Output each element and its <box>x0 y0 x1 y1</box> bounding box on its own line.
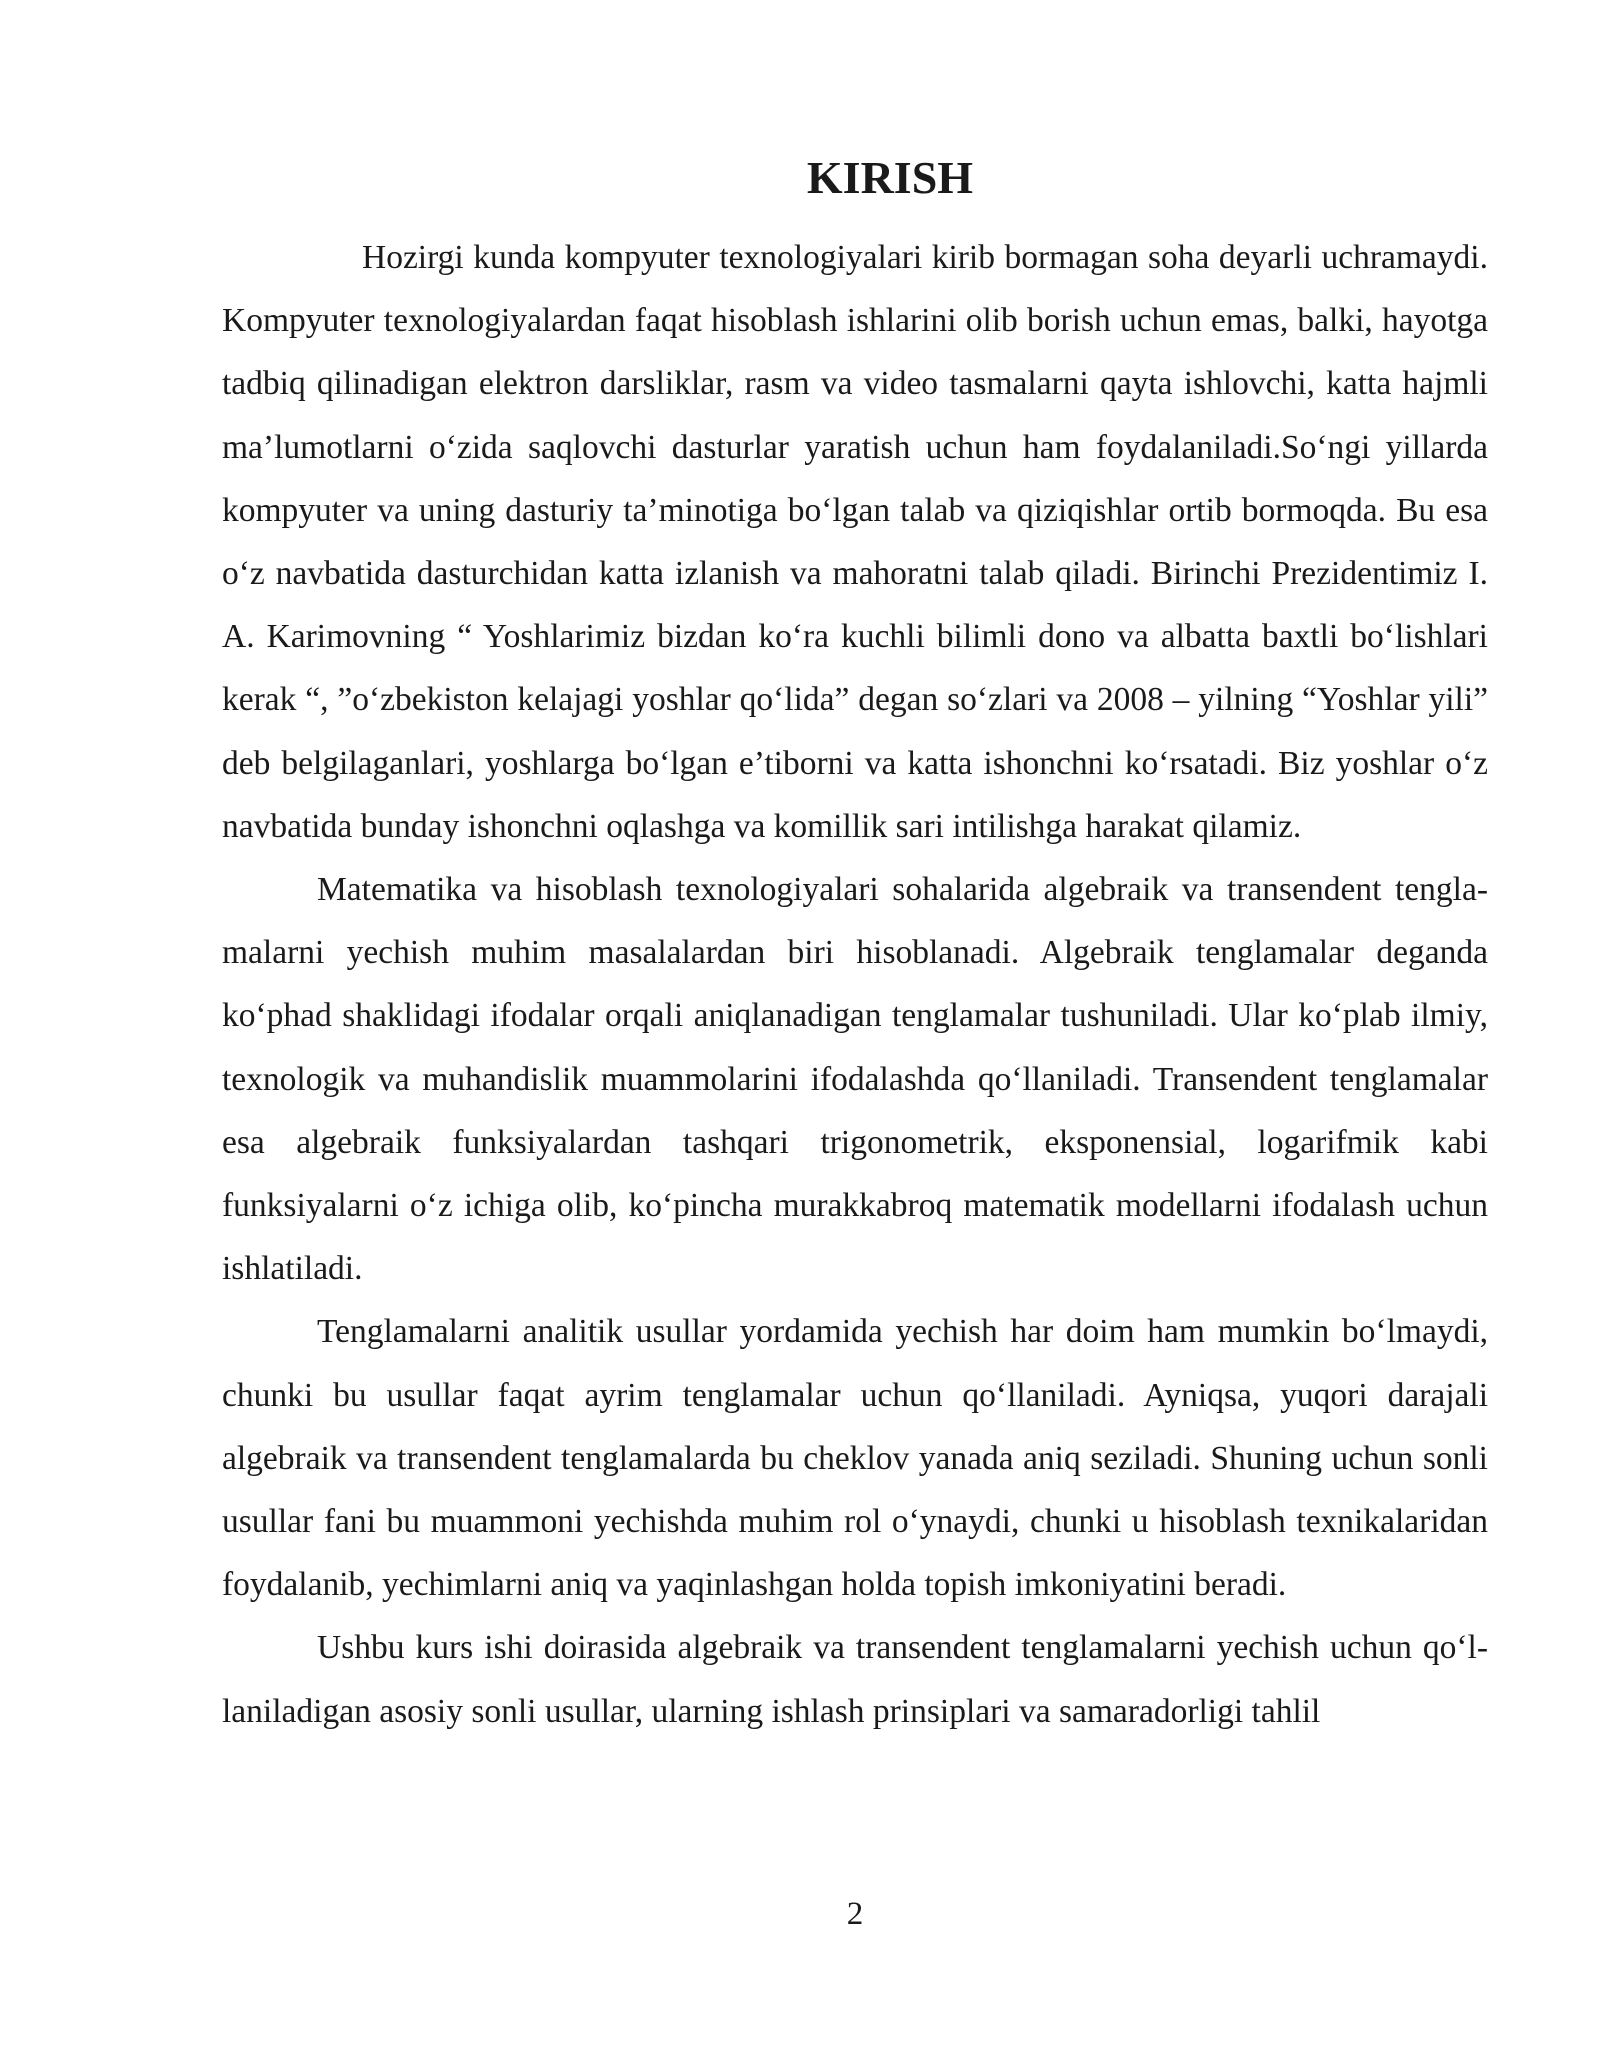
paragraph-course-scope: Ushbu kurs ishi doirasida algebraik va transendent tenglamalarni yechish uchun qo‘l-laniladigan asosiy sonli usullar, ularning ishlash prinsiplari va samaradorligi tahlil <box>222 1629 1488 1730</box>
paragraph-intro: Hozirgi kunda kompyuter texnologiyalari kirib bormagan soha deyarli uchramaydi. Kompyuter texnologiyalardan faqat hisoblash ishlarini olib borish uchun emas, balki, hayotga tadbiq qilinadigan elektron darsliklar, rasm va video tasmalarni qayta ishlovchi, katta hajmli ma’lumotlarni o‘zida saqlovchi dasturlar yaratish uchun ham foydalaniladi.So‘ngi yillarda kompyuter va uning dasturiy ta’minotiga bo‘lgan talab va qiziqishlar ortib bormoqda. Bu esa o‘z navbatida dasturchidan katta izlanish va mahoratni talab qiladi. Birinchi Prezidentimiz I. A. Karimovning “ Yoshlarimiz bizdan ko‘ra kuchli bilimli dono va albatta baxtli bo‘lishlari kerak “, ”o‘zbekiston kelajagi yoshlar qo‘lida” degan so‘zlari va 2008 – yilning “Yoshlar yili” deb belgilaganlari, yoshlarga bo‘lgan e’tiborni va katta ishonchni ko‘rsatadi. Biz yoshlar o‘z navbatida bunday ishonchni oqlashga va komillik sari intilishga harakat qilamiz. <box>222 239 1488 845</box>
page-number: 2 <box>846 1896 864 1932</box>
page-title: KIRISH <box>806 152 974 203</box>
paragraph-analytic-methods: Tenglamalarni analitik usullar yordamida yechish har doim ham mumkin bo‘lmaydi, chunki bu usullar faqat ayrim tenglamalar uchun qo‘llaniladi. Ayniqsa, yuqori darajali algebraik va transendent tenglamalarda bu cheklov yanada aniq seziladi. Shuning uchun sonli usullar fani bu muammoni yechishda muhim rol o‘ynaydi, chunki u hisoblash texnikalaridan foydalanib, yechimlarni aniq va yaqinlashgan holda topish imkoniyatini beradi. <box>222 1313 1488 1604</box>
paragraph-equations: Matematika va hisoblash texnologiyalari sohalarida algebraik va transendent tengla-malarni yechish muhim masalalardan biri hisoblanadi. Algebraik tenglamalar deganda ko‘phad shaklidagi ifodalar orqali aniqlanadigan tenglamalar tushuniladi. Ular ko‘plab ilmiy, texnologik va muhandislik muammolarini ifodalashda qo‘llaniladi. Transendent tenglamalar esa algebraik funksiyalardan tashqari trigonometrik, eksponensial, logarifmik kabi funksiyalarni o‘z ichiga olib, ko‘pincha murakkabroq matematik modellarni ifodalash uchun ishlatiladi. <box>222 871 1488 1288</box>
body-text <box>222 226 1488 1743</box>
